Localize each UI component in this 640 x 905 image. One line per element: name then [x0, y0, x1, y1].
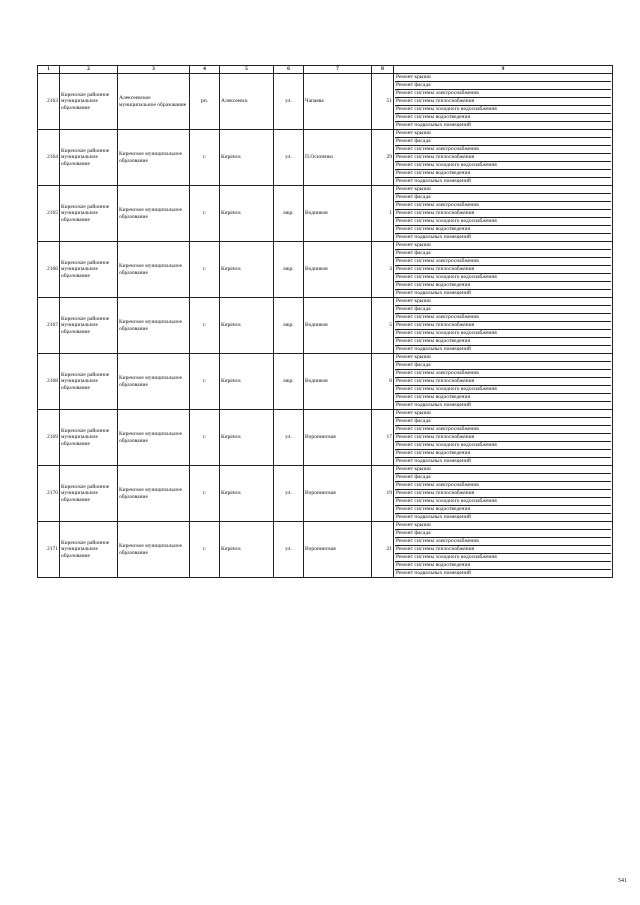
settlement-type-cell: г. — [190, 522, 220, 578]
table-row — [38, 410, 613, 466]
work-item: Ремонт подвальных помещений — [396, 402, 471, 408]
work-item: Ремонт системы холодного водоснабжения — [395, 274, 611, 282]
table-row — [38, 186, 613, 242]
work-item: Ремонт системы электроснабжения — [395, 538, 611, 546]
work-item: Ремонт фасада — [395, 138, 611, 146]
settlement-type-cell: г. — [190, 186, 220, 242]
work-item: Ремонт системы теплоснабжения — [395, 546, 611, 554]
street-cell: Водников — [304, 354, 372, 410]
row-number: 2167 — [38, 298, 60, 354]
work-item: Ремонт крыши — [395, 522, 611, 530]
work-item: Ремонт фасада — [395, 474, 611, 482]
settlement-cell: Киренск — [220, 466, 274, 522]
table-row — [38, 522, 613, 578]
district-cell: Киренское районное муниципальное образование — [60, 74, 118, 130]
municipality-cell: Киренское муниципальное образование — [118, 522, 190, 578]
district-cell: Киренское районное муниципальное образование — [60, 466, 118, 522]
table-row — [38, 466, 613, 522]
street-type-cell: ул. — [274, 130, 304, 186]
works-cell — [394, 522, 613, 578]
settlement-type-cell: г. — [190, 242, 220, 298]
work-item: Ремонт системы электроснабжения — [395, 202, 611, 210]
work-item: Ремонт подвальных помещений — [396, 514, 471, 520]
work-item: Ремонт системы холодного водоснабжения — [395, 330, 611, 338]
table-row — [38, 242, 613, 298]
row-number: 2169 — [38, 410, 60, 466]
settlement-cell: Киренск — [220, 186, 274, 242]
work-item: Ремонт системы водоотведения — [395, 170, 611, 178]
district-cell: Киренское районное муниципальное образование — [60, 242, 118, 298]
house-number-cell: 6 — [372, 354, 394, 410]
work-item: Ремонт системы водоотведения — [395, 226, 611, 234]
district-cell: Киренское районное муниципальное образование — [60, 130, 118, 186]
house-number-cell: 5 — [372, 298, 394, 354]
page-number: 541 — [618, 878, 627, 884]
district-cell: Киренское районное муниципальное образование — [60, 298, 118, 354]
settlement-type-cell: г. — [190, 410, 220, 466]
work-item: Ремонт системы холодного водоснабжения — [395, 442, 611, 450]
work-item: Ремонт фасада — [395, 418, 611, 426]
street-type-cell: мкр. — [274, 298, 304, 354]
header-cell: 8 — [372, 66, 394, 74]
work-item: Ремонт фасада — [395, 306, 611, 314]
work-item: Ремонт системы холодного водоснабжения — [395, 554, 611, 562]
house-number-cell: 17 — [372, 410, 394, 466]
settlement-cell: Киренск — [220, 298, 274, 354]
work-item: Ремонт крыши — [395, 74, 611, 82]
street-type-cell: мкр. — [274, 186, 304, 242]
street-cell: Воронинская — [304, 522, 372, 578]
settlement-cell: Киренск — [220, 130, 274, 186]
work-item: Ремонт системы водоотведения — [395, 338, 611, 346]
house-number-cell: 21 — [372, 522, 394, 578]
settlement-cell: Киренск — [220, 522, 274, 578]
work-item: Ремонт системы теплоснабжения — [395, 154, 611, 162]
municipality-cell: Киренское муниципальное образование — [118, 410, 190, 466]
row-number: 2168 — [38, 354, 60, 410]
work-item: Ремонт системы водоотведения — [395, 394, 611, 402]
street-cell: Воронинская — [304, 466, 372, 522]
street-type-cell: мкр. — [274, 242, 304, 298]
works-cell — [394, 298, 613, 354]
work-item: Ремонт фасада — [395, 194, 611, 202]
work-item: Ремонт подвальных помещений — [396, 570, 471, 576]
works-cell — [394, 74, 613, 130]
municipality-cell: Киренское муниципальное образование — [118, 298, 190, 354]
works-cell — [394, 186, 613, 242]
work-item: Ремонт крыши — [395, 354, 611, 362]
work-item: Ремонт системы водоотведения — [395, 506, 611, 514]
district-cell: Киренское районное муниципальное образование — [60, 354, 118, 410]
work-item: Ремонт фасада — [395, 530, 611, 538]
work-item: Ремонт системы теплоснабжения — [395, 98, 611, 106]
work-item: Ремонт системы электроснабжения — [395, 482, 611, 490]
work-item: Ремонт фасада — [395, 82, 611, 90]
work-item: Ремонт крыши — [395, 242, 611, 250]
work-item: Ремонт системы электроснабжения — [395, 258, 611, 266]
header-cell: 2 — [60, 66, 118, 74]
house-number-cell: 19 — [372, 466, 394, 522]
works-cell — [394, 354, 613, 410]
work-item: Ремонт фасада — [395, 362, 611, 370]
work-item: Ремонт системы теплоснабжения — [395, 266, 611, 274]
works-cell — [394, 242, 613, 298]
row-number: 2171 — [38, 522, 60, 578]
work-item: Ремонт системы теплоснабжения — [395, 490, 611, 498]
settlement-type-cell: г. — [190, 466, 220, 522]
work-item: Ремонт системы теплоснабжения — [395, 378, 611, 386]
header-cell: 6 — [274, 66, 304, 74]
district-cell: Киренское районное муниципальное образование — [60, 410, 118, 466]
work-item: Ремонт системы холодного водоснабжения — [395, 218, 611, 226]
municipality-cell: Киренское муниципальное образование — [118, 242, 190, 298]
work-item: Ремонт системы водоотведения — [395, 114, 611, 122]
header-cell: 4 — [190, 66, 220, 74]
settlement-cell: Киренск — [220, 242, 274, 298]
street-cell: П.Осипенко — [304, 130, 372, 186]
work-item: Ремонт системы электроснабжения — [395, 90, 611, 98]
work-item: Ремонт крыши — [395, 466, 611, 474]
row-number: 2163 — [38, 74, 60, 130]
header-cell: 5 — [220, 66, 274, 74]
work-item: Ремонт системы холодного водоснабжения — [395, 106, 611, 114]
work-item: Ремонт системы холодного водоснабжения — [395, 498, 611, 506]
work-item: Ремонт системы электроснабжения — [395, 146, 611, 154]
work-item: Ремонт системы теплоснабжения — [395, 322, 611, 330]
district-cell: Киренское районное муниципальное образование — [60, 186, 118, 242]
municipality-cell: Киренское муниципальное образование — [118, 354, 190, 410]
settlement-type-cell: г. — [190, 354, 220, 410]
header-cell: 9 — [394, 66, 613, 74]
settlement-type-cell: г. — [190, 130, 220, 186]
settlement-cell: Алексеевск — [220, 74, 274, 130]
work-item: Ремонт системы холодного водоснабжения — [395, 386, 611, 394]
street-cell: Водников — [304, 186, 372, 242]
work-item: Ремонт системы холодного водоснабжения — [395, 162, 611, 170]
repair-program-table — [37, 65, 613, 578]
header-cell: 3 — [118, 66, 190, 74]
house-number-cell: 1 — [372, 186, 394, 242]
municipality-cell: Киренское муниципальное образование — [118, 186, 190, 242]
settlement-cell: Киренск — [220, 410, 274, 466]
street-type-cell: ул. — [274, 522, 304, 578]
header-cell: 7 — [304, 66, 372, 74]
work-item: Ремонт подвальных помещений — [396, 122, 471, 128]
house-number-cell: 3 — [372, 242, 394, 298]
settlement-type-cell: г. — [190, 298, 220, 354]
table-row — [38, 354, 613, 410]
street-cell: Водников — [304, 242, 372, 298]
work-item: Ремонт системы теплоснабжения — [395, 210, 611, 218]
house-number-cell: 29 — [372, 130, 394, 186]
row-number: 2170 — [38, 466, 60, 522]
row-number: 2166 — [38, 242, 60, 298]
header-cell: 1 — [38, 66, 60, 74]
work-item: Ремонт системы водоотведения — [395, 562, 611, 570]
work-item: Ремонт системы водоотведения — [395, 450, 611, 458]
work-item: Ремонт системы электроснабжения — [395, 370, 611, 378]
table-row — [38, 130, 613, 186]
work-item: Ремонт крыши — [395, 298, 611, 306]
street-cell: Чапаева — [304, 74, 372, 130]
settlement-cell: Киренск — [220, 354, 274, 410]
work-item: Ремонт системы теплоснабжения — [395, 434, 611, 442]
work-item: Ремонт системы водоотведения — [395, 282, 611, 290]
work-item: Ремонт подвальных помещений — [396, 458, 471, 464]
table-body — [38, 74, 613, 578]
work-item: Ремонт системы электроснабжения — [395, 426, 611, 434]
house-number-cell: 51 — [372, 74, 394, 130]
municipality-cell: Киренское муниципальное образование — [118, 466, 190, 522]
street-type-cell: мкр. — [274, 354, 304, 410]
row-number: 2164 — [38, 130, 60, 186]
municipality-cell: Алексеевское муниципальное образование — [118, 74, 190, 130]
work-item: Ремонт системы электроснабжения — [395, 314, 611, 322]
table-row — [38, 298, 613, 354]
works-cell — [394, 130, 613, 186]
works-cell — [394, 410, 613, 466]
work-item: Ремонт крыши — [395, 186, 611, 194]
street-cell: Водников — [304, 298, 372, 354]
table-header-row — [38, 66, 613, 74]
street-type-cell: ул. — [274, 74, 304, 130]
work-item: Ремонт подвальных помещений — [396, 346, 471, 352]
works-cell — [394, 466, 613, 522]
street-type-cell: ул. — [274, 466, 304, 522]
district-cell: Киренское районное муниципальное образование — [60, 522, 118, 578]
settlement-type-cell: рп. — [190, 74, 220, 130]
row-number: 2165 — [38, 186, 60, 242]
table-row — [38, 74, 613, 130]
work-item: Ремонт подвальных помещений — [396, 178, 471, 184]
work-item: Ремонт подвальных помещений — [396, 234, 471, 240]
work-item: Ремонт подвальных помещений — [396, 290, 471, 296]
municipality-cell: Киренское муниципальное образование — [118, 130, 190, 186]
work-item: Ремонт фасада — [395, 250, 611, 258]
work-item: Ремонт крыши — [395, 410, 611, 418]
street-cell: Воронинская — [304, 410, 372, 466]
work-item: Ремонт крыши — [395, 130, 611, 138]
street-type-cell: ул. — [274, 410, 304, 466]
